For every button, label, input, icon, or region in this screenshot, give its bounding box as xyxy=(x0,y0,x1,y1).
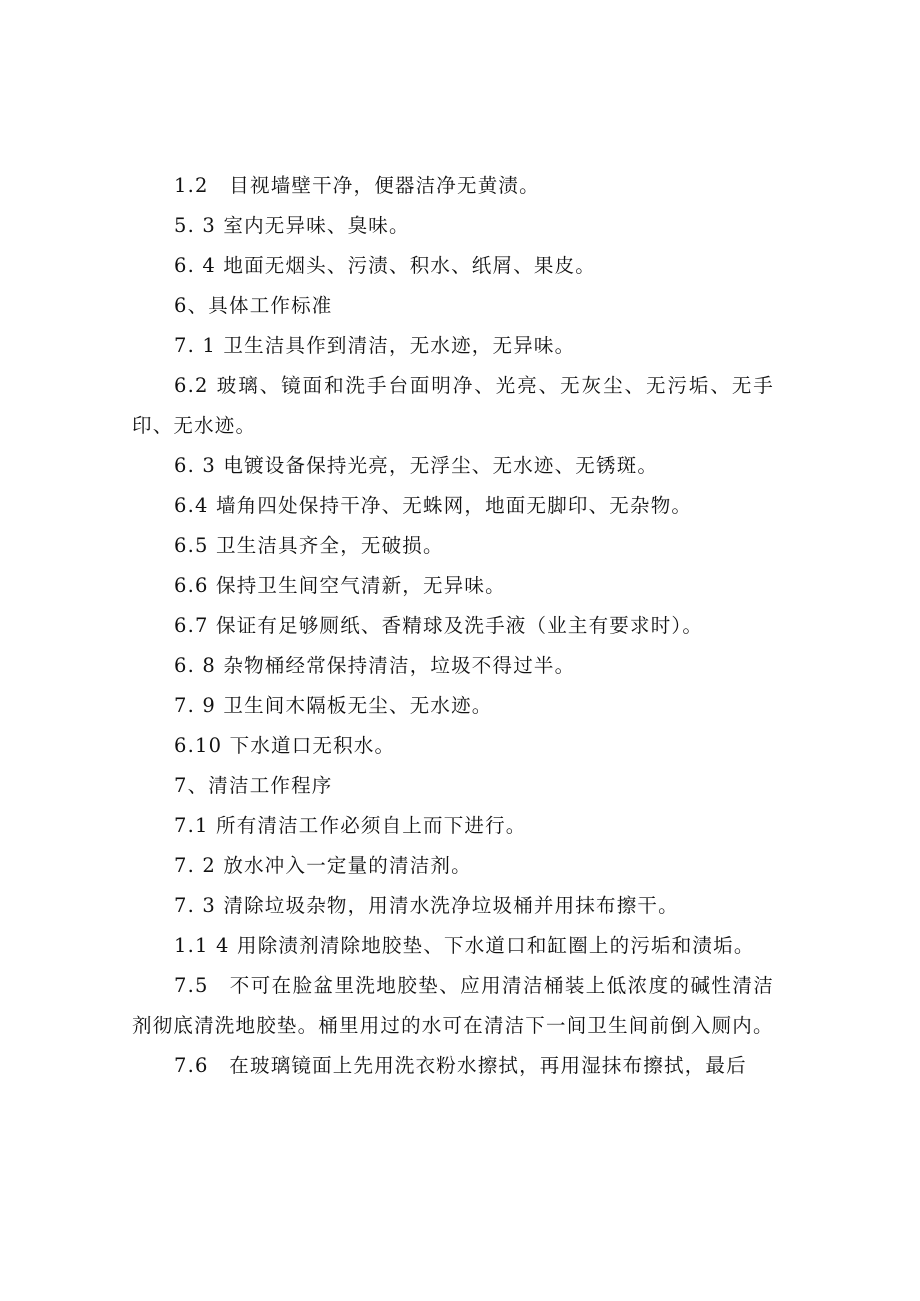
paragraph-1-2: 1.2 目视墙壁干净，便器洁净无黄渍。 xyxy=(174,174,540,197)
paragraph-6-6: 6.6 保持卫生间空气清新，无异味。 xyxy=(174,574,506,597)
document-body xyxy=(132,166,774,1086)
paragraph-7-6: 7.6 在玻璃镜面上先用洗衣粉水擦拭，再用湿抹布擦拭，最后 xyxy=(174,1054,747,1077)
paragraph-7-3: 7. 3 清除垃圾杂物，用清水洗净垃圾桶并用抹布擦干。 xyxy=(174,894,679,917)
paragraph-7-9: 7. 9 卫生间木隔板无尘、无水迹。 xyxy=(174,694,493,717)
paragraph-6-7: 6.7 保证有足够厕纸、香精球及洗手液（业主有要求时）。 xyxy=(174,614,704,637)
paragraph-6-4b: 6.4 墙角四处保持干净、无蛛网，地面无脚印、无杂物。 xyxy=(174,494,693,517)
paragraph-6-10: 6.10 下水道口无积水。 xyxy=(174,734,396,757)
paragraph-6-4: 6. 4 地面无烟头、污渍、积水、纸屑、果皮。 xyxy=(174,254,597,277)
section-heading-7: 7、清洁工作程序 xyxy=(174,774,333,797)
section-heading-6: 6、具体工作标准 xyxy=(174,294,333,317)
paragraph-7-1: 7. 1 卫生洁具作到清洁，无水迹，无异味。 xyxy=(174,334,576,357)
paragraph-1-1-4: 1.1 4 用除渍剂清除地胶垫、下水道口和缸圈上的污垢和渍垢。 xyxy=(174,934,755,957)
paragraph-6-2: 6.2 玻璃、镜面和洗手台面明净、光亮、无灰尘、无污垢、无手印、无水迹。 xyxy=(132,374,774,437)
paragraph-6-8: 6. 8 杂物桶经常保持清洁，垃圾不得过半。 xyxy=(174,654,576,677)
paragraph-7-5: 7.5 不可在脸盆里洗地胶垫、应用清洁桶装上低浓度的碱性清洁剂彻底清洗地胶垫。桶里用过的水可在清洁下一间卫生间前倒入厕内。 xyxy=(132,974,774,1037)
paragraph-7-1b: 7.1 所有清洁工作必须自上而下进行。 xyxy=(174,814,527,837)
paragraph-5-3: 5. 3 室内无异味、臭味。 xyxy=(174,214,410,237)
paragraph-6-3: 6. 3 电镀设备保持光亮，无浮尘、无水迹、无锈斑。 xyxy=(174,454,659,477)
paragraph-7-2: 7. 2 放水冲入一定量的清洁剂。 xyxy=(174,854,472,877)
paragraph-6-5: 6.5 卫生洁具齐全，无破损。 xyxy=(174,534,444,557)
